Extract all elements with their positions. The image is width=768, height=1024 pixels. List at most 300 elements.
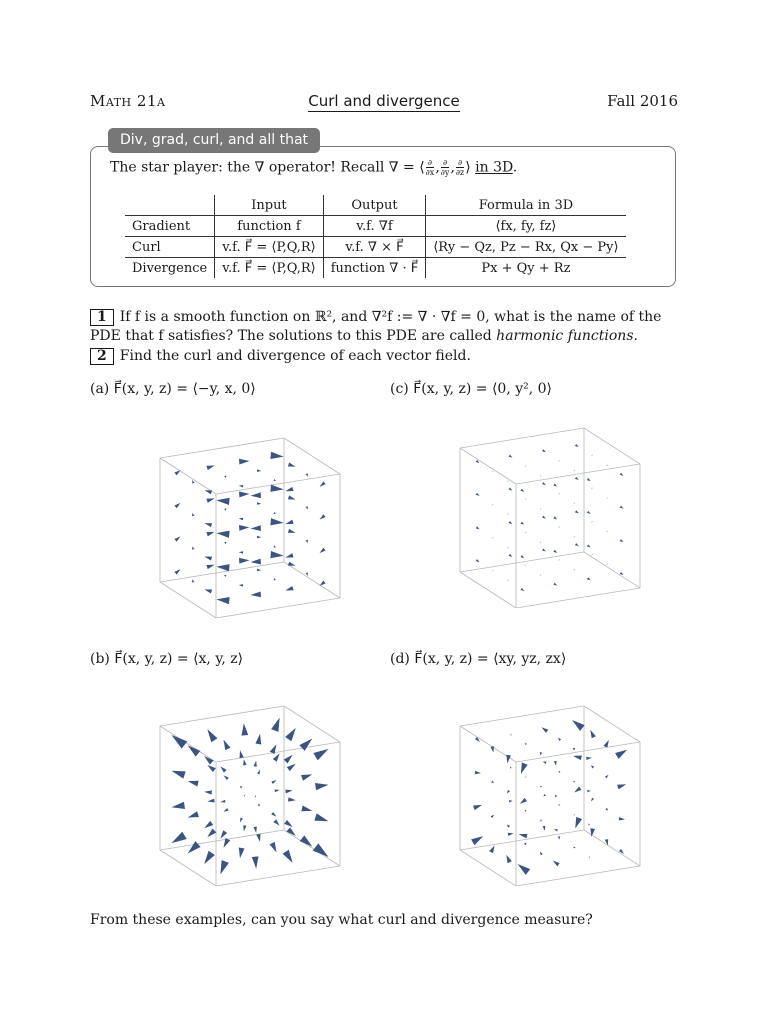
vector-arrow (287, 764, 296, 771)
vector-arrow (554, 829, 558, 831)
question-number: 2 (90, 348, 114, 365)
field-c-label: (c) F⃗(x, y, z) = ⟨0, y², 0⟩ (390, 381, 553, 397)
vector-arrow (540, 475, 541, 477)
vector-arrow (573, 569, 574, 571)
vector-arrow (490, 746, 493, 752)
intro-prefix: The star player: the ∇ operator! Recall ∇ = ⟨ (110, 159, 425, 176)
cube-edge (216, 598, 340, 618)
vector-arrow (224, 808, 229, 812)
vector-arrow (204, 557, 212, 561)
vector-arrow (313, 843, 329, 857)
vector-arrow (257, 770, 260, 775)
vector-arrow (188, 811, 199, 817)
vector-arrow (174, 569, 180, 574)
vector-arrow (509, 455, 513, 458)
vector-arrow (306, 473, 308, 476)
closing-question: From these examples, can you say what curl and divergence measure? (90, 912, 593, 928)
vector-arrow (573, 756, 582, 761)
vector-arrow (539, 752, 541, 755)
vector-arrow (251, 592, 261, 598)
vector-arrow (540, 574, 541, 576)
vector-arrow (507, 824, 511, 827)
vector-arrow (476, 526, 480, 529)
vector-arrow (255, 795, 256, 797)
vector-arrow (543, 826, 546, 831)
vector-arrow (204, 790, 212, 794)
vector-arrow (216, 564, 229, 571)
vector-arrow (285, 553, 293, 557)
vector-arrow (575, 477, 579, 480)
vector-arrow (273, 479, 275, 481)
table-cell: Gradient (125, 216, 215, 237)
vector-arrow (243, 825, 246, 831)
cube-edge (284, 562, 340, 598)
operators-table (125, 195, 626, 278)
question-1: 1 If f is a smooth function on ℝ², and ∇²f := ∇ · ∇f = 0, what is the name of the PDE that f satisfies? The solutions to this PDE are called harmonic functions. (90, 309, 662, 344)
vector-arrow (525, 743, 527, 745)
vector-arrow (573, 781, 575, 783)
term-label: Fall 2016 (607, 92, 678, 110)
vector-arrow (525, 776, 527, 778)
vector-arrow (525, 531, 526, 533)
vector-arrow (491, 781, 494, 784)
vector-arrow (572, 720, 585, 731)
vector-arrow (320, 548, 326, 553)
question-emphasis: harmonic functions (496, 328, 634, 344)
vector-arrow (587, 511, 591, 514)
vector-field-plot-c (450, 418, 650, 608)
vector-arrow (255, 734, 261, 745)
vector-arrow (204, 821, 213, 828)
vector-arrow (525, 564, 526, 566)
vector-arrow (542, 516, 546, 519)
vector-arrow (606, 530, 607, 532)
vector-arrow (603, 740, 608, 748)
vector-arrow (192, 546, 194, 549)
vector-arrow (172, 771, 186, 779)
vector-arrow (240, 818, 243, 823)
vector-arrow (558, 804, 560, 806)
vector-arrow (220, 830, 227, 838)
cube-edge (160, 438, 284, 458)
vector-arrow (591, 798, 594, 802)
intro-text: The star player: the ∇ operator! Recall ∇ = ⟨ $\frac{\partial}{\partial x}$ , $\frac{\partial}{\partial y}$ , $\frac{\partial}{\partial z}$ ⟩ in 3D. (110, 158, 518, 177)
vector-arrow (507, 790, 510, 794)
vector-arrow (220, 860, 229, 874)
vector-arrow (257, 502, 261, 504)
vector-arrow (606, 497, 607, 499)
vector-arrow (524, 843, 527, 846)
vector-arrow (559, 771, 561, 773)
vector-arrow (301, 805, 312, 811)
vector-arrow (288, 529, 296, 533)
vector-arrow (224, 508, 226, 510)
vector-arrow (619, 817, 625, 820)
vector-arrow (587, 577, 591, 580)
cube-edge (160, 726, 216, 762)
vector-arrow (172, 802, 185, 809)
vector-arrow (239, 558, 249, 564)
vector-arrow (239, 551, 243, 553)
vector-arrow (540, 541, 541, 543)
vector-arrow (509, 554, 513, 557)
vector-arrow (591, 521, 592, 523)
vector-arrow (174, 470, 180, 475)
vector-arrow (257, 536, 261, 538)
vector-arrow (506, 755, 511, 764)
vector-arrow (590, 730, 596, 738)
vector-arrow (521, 489, 525, 492)
vector-arrow (615, 750, 627, 759)
cube-edge (460, 448, 516, 484)
vector-arrow (575, 543, 579, 546)
in-3d-link: in 3D (475, 159, 513, 176)
vector-arrow (239, 459, 249, 465)
vector-arrow (525, 465, 526, 467)
vector-arrow (288, 797, 296, 801)
vector-arrow (216, 597, 229, 604)
cube-edge (160, 458, 216, 494)
vector-arrow (542, 449, 546, 452)
table-row (125, 237, 626, 258)
vector-arrow (476, 559, 480, 562)
vector-arrow (224, 740, 231, 751)
vector-arrow (207, 729, 217, 742)
cube-edge (160, 706, 284, 726)
vector-arrow (207, 829, 216, 838)
vector-arrow (573, 536, 574, 538)
table-cell: function ∇ · F⃗ (323, 258, 426, 279)
vector-arrow (174, 536, 180, 541)
vector-arrow (188, 781, 199, 787)
table-header: Formula in 3D (426, 195, 626, 216)
vector-arrow (192, 579, 194, 582)
vector-arrow (553, 583, 557, 586)
vector-arrow (204, 589, 212, 593)
course-name: Math 21a (90, 92, 166, 110)
vector-arrow (188, 841, 201, 853)
vector-field-plot-d (450, 696, 650, 886)
vector-arrow (220, 800, 225, 803)
cube-edge (160, 562, 284, 582)
vector-arrow (492, 503, 493, 505)
vector-arrow (271, 718, 280, 732)
vector-arrow (206, 466, 214, 470)
vector-arrow (510, 734, 511, 736)
vector-arrow (320, 581, 326, 586)
vector-arrow (240, 786, 243, 789)
vector-arrow (553, 516, 557, 519)
vector-arrow (525, 498, 526, 500)
vector-arrow (306, 573, 308, 576)
vector-arrow (542, 727, 549, 733)
vector-arrow (558, 836, 560, 839)
vector-arrow (540, 508, 541, 510)
vector-arrow (206, 565, 214, 569)
vector-arrow (558, 737, 561, 741)
vector-arrow (544, 794, 546, 797)
vector-arrow (288, 562, 296, 566)
vector-arrow (239, 485, 243, 487)
vector-arrow (192, 480, 194, 483)
vector-arrow (524, 810, 526, 812)
table-cell: v.f. F⃗ = ⟨P,Q,R⟩ (215, 237, 324, 258)
table-cell: ⟨fx, fy, fz⟩ (426, 216, 626, 237)
vector-arrow (285, 728, 296, 741)
vector-arrow (239, 492, 249, 498)
vector-arrow (617, 784, 626, 789)
vector-arrow (314, 813, 328, 821)
vector-field-plot-a (150, 428, 350, 618)
vector-arrow (320, 514, 326, 519)
partial-x: $\frac{\partial}{\partial x}$ (425, 158, 435, 177)
vector-arrow (492, 537, 493, 539)
vector-arrow (606, 464, 607, 466)
cube-edge (516, 588, 640, 608)
cube-edge (584, 552, 640, 588)
table-header (125, 195, 215, 216)
vector-arrow (542, 548, 546, 551)
vector-arrow (207, 765, 215, 772)
vector-arrow (204, 851, 215, 864)
vector-arrow (587, 544, 591, 547)
question-text: Find the curl and divergence of each vector field. (119, 348, 471, 364)
vector-arrow (521, 522, 525, 525)
cube-edge (516, 866, 640, 886)
vector-arrow (573, 502, 574, 504)
cube-edge (460, 428, 584, 448)
vector-arrow (285, 789, 292, 793)
summary-box-title: Div, grad, curl, and all that (108, 128, 320, 153)
vector-arrow (258, 804, 261, 807)
vector-arrow (288, 463, 296, 467)
vector-arrow (243, 759, 246, 765)
vector-arrow (574, 787, 581, 793)
vector-arrow (558, 526, 559, 528)
vector-arrow (555, 795, 557, 798)
vector-arrow (220, 766, 226, 772)
vector-arrow (573, 814, 575, 816)
vector-arrow (270, 551, 283, 558)
table-row (125, 258, 626, 279)
vector-arrow (273, 578, 275, 580)
vector-arrow (172, 735, 188, 749)
vector-arrow (591, 454, 592, 456)
vector-arrow (473, 805, 482, 810)
vector-arrow (285, 586, 293, 590)
vector-arrow (273, 753, 280, 761)
field-d-label: (d) F⃗(x, y, z) = ⟨xy, yz, zx⟩ (390, 651, 567, 667)
vector-arrow (587, 790, 591, 792)
question-2 (90, 347, 680, 366)
vector-arrow (521, 763, 528, 774)
vector-arrow (239, 525, 249, 531)
vector-arrow (475, 771, 481, 774)
vector-arrow (251, 525, 261, 531)
table-cell: Divergence (125, 258, 215, 279)
vector-arrow (588, 823, 590, 825)
vector-arrow (554, 761, 557, 766)
vector-arrow (575, 510, 579, 513)
vector-arrow (204, 490, 212, 494)
vector-arrow (300, 835, 313, 846)
vector-arrow (507, 513, 508, 515)
vector-arrow (285, 520, 293, 524)
table-header: Output (323, 195, 426, 216)
vector-arrow (507, 546, 508, 548)
vector-arrow (283, 850, 293, 863)
vector-arrow (476, 493, 480, 496)
vector-arrow (207, 799, 214, 803)
vector-arrow (284, 755, 293, 764)
vector-arrow (605, 775, 609, 778)
vector-arrow (573, 748, 576, 751)
intro-suffix: ⟩ (465, 159, 471, 176)
vector-arrow (306, 540, 308, 543)
table-row (125, 216, 626, 237)
vector-arrow (591, 765, 595, 768)
vector-arrow (224, 476, 226, 478)
vector-arrow (256, 834, 260, 842)
vector-arrow (174, 503, 180, 508)
vector-arrow (575, 817, 582, 828)
vector-arrow (491, 815, 495, 818)
vector-arrow (519, 834, 528, 839)
vector-arrow (471, 836, 483, 845)
cube-edge (460, 706, 584, 726)
vector-arrow (251, 492, 261, 498)
table-cell: Curl (125, 237, 215, 258)
vector-arrow (206, 498, 214, 502)
vector-arrow (172, 832, 187, 843)
vector-arrow (489, 845, 494, 853)
partial-z: $\frac{\partial}{\partial z}$ (455, 158, 465, 177)
vector-arrow (573, 469, 574, 471)
vector-arrow (540, 852, 543, 856)
vector-arrow (204, 523, 212, 527)
vector-arrow (553, 861, 560, 867)
vector-arrow (224, 775, 229, 780)
vector-arrow (543, 762, 547, 764)
vector-arrow (285, 487, 293, 491)
vector-arrow (542, 482, 546, 485)
vector-arrow (553, 550, 557, 553)
vector-arrow (224, 542, 226, 544)
cube-edge (460, 572, 516, 608)
vector-arrow (558, 460, 559, 462)
vector-arrow (521, 555, 525, 558)
vector-arrow (506, 855, 512, 863)
vector-arrow (509, 800, 513, 802)
vector-arrow (507, 579, 508, 581)
vector-arrow (620, 539, 624, 542)
table-header: Input (215, 195, 324, 216)
cube-edge (584, 428, 640, 464)
vector-arrow (492, 470, 493, 472)
table-cell: ⟨Ry − Qz, Pz − Rx, Qx − Py⟩ (426, 237, 626, 258)
vector-arrow (271, 780, 276, 784)
partial-y: $\frac{\partial}{\partial y}$ (440, 158, 450, 177)
vector-arrow (313, 749, 328, 760)
vector-arrow (301, 774, 312, 780)
vector-arrow (240, 750, 244, 758)
vector-arrow (224, 575, 226, 577)
vector-arrow (252, 856, 259, 868)
vector-arrow (270, 842, 277, 853)
vector-arrow (306, 506, 308, 509)
vector-arrow (475, 737, 480, 742)
vector-arrow (587, 478, 591, 481)
vector-arrow (606, 563, 607, 565)
table-cell: v.f. F⃗ = ⟨P,Q,R⟩ (215, 258, 324, 279)
vector-arrow (270, 485, 283, 492)
vector-arrow (273, 512, 275, 514)
vector-arrow (620, 506, 624, 509)
vector-arrow (553, 483, 557, 486)
cube-edge (584, 830, 640, 866)
vector-arrow (253, 827, 256, 833)
vector-arrow (239, 584, 243, 586)
vector-arrow (192, 513, 194, 516)
vector-arrow (518, 864, 531, 875)
vector-arrow (206, 532, 214, 536)
vector-arrow (540, 820, 542, 822)
vector-arrow (507, 480, 508, 482)
title-text: Curl and divergence (308, 92, 460, 110)
vector-arrow (273, 545, 275, 547)
cube-edge (284, 438, 340, 474)
vector-arrow (540, 786, 542, 788)
cube-edge (460, 552, 584, 572)
cube-edge (284, 830, 340, 866)
vector-arrow (605, 808, 608, 811)
vector-arrow (510, 767, 512, 769)
vector-arrow (509, 521, 513, 524)
vector-arrow (508, 833, 514, 836)
vector-arrow (239, 848, 245, 859)
vector-arrow (558, 559, 559, 561)
vector-arrow (620, 572, 624, 575)
question-text: If f is a smooth function on ℝ², and ∇²f := ∇ · ∇f = 0, what is the name of the PDE that f satisfies? The solutions to this PDE are called (90, 309, 662, 344)
vector-arrow (216, 498, 229, 505)
cube-edge (216, 474, 340, 494)
vector-arrow (274, 789, 279, 792)
cube-edge (460, 850, 516, 886)
table-cell: function f (215, 216, 324, 237)
question-number: 1 (90, 309, 114, 326)
vector-arrow (270, 452, 283, 459)
vector-arrow (591, 487, 592, 489)
vector-arrow (241, 723, 248, 735)
vector-arrow (254, 761, 257, 767)
vector-arrow (320, 481, 326, 486)
table-cell: Px + Qy + Rz (481, 260, 571, 276)
vector-arrow (288, 495, 296, 499)
vector-arrow (620, 473, 624, 476)
vector-arrow (239, 518, 243, 520)
table-cell: v.f. ∇f (323, 216, 426, 237)
vector-arrow (492, 570, 493, 572)
vector-arrow (520, 798, 527, 804)
vector-arrow (509, 488, 513, 491)
vector-arrow (299, 739, 312, 751)
vector-arrow (315, 783, 328, 790)
vector-arrow (216, 531, 229, 538)
vector-field-plot-b (150, 696, 350, 886)
vector-arrow (558, 493, 559, 495)
vector-arrow (575, 444, 579, 447)
vector-arrow (257, 569, 261, 571)
